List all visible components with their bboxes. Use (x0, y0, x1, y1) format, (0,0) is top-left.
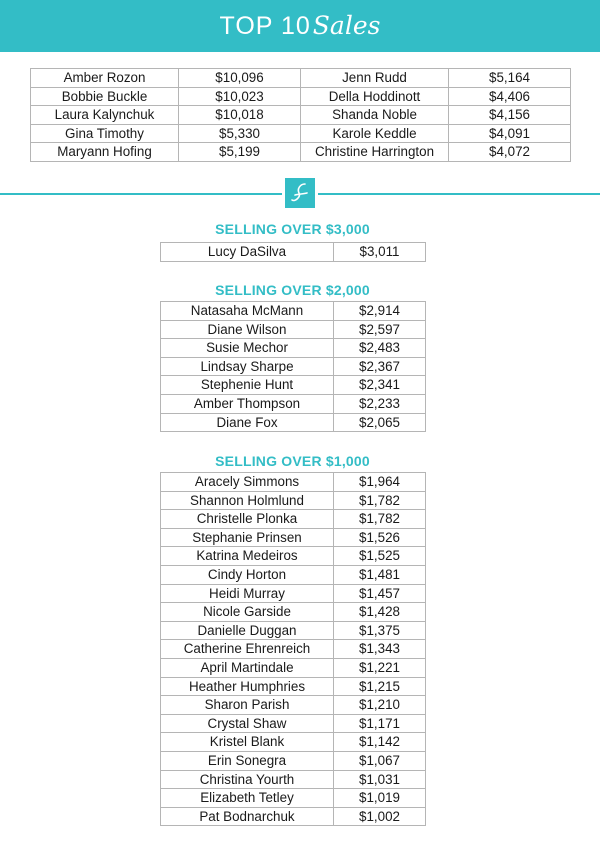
seller-name: Sharon Parish (161, 696, 334, 715)
sales-amount: $1,215 (334, 677, 426, 696)
sales-amount: $1,002 (334, 807, 426, 826)
sales-amount: $2,065 (334, 413, 426, 432)
script-letter-logo-icon (285, 178, 315, 208)
seller-name: Bobbie Buckle (31, 87, 179, 106)
seller-name: Stephanie Prinsen (161, 528, 334, 547)
sales-amount: $1,221 (334, 658, 426, 677)
seller-name: Maryann Hofing (31, 143, 179, 162)
sales-amount: $2,597 (334, 320, 426, 339)
table-row (161, 696, 426, 715)
table-row (161, 677, 426, 696)
sales-amount: $1,142 (334, 733, 426, 752)
page-title (220, 11, 381, 41)
table-row (161, 473, 426, 492)
table-row (161, 491, 426, 510)
table-row (161, 243, 426, 262)
sales-amount: $10,023 (179, 87, 301, 106)
seller-name: Heather Humphries (161, 677, 334, 696)
table-row (161, 640, 426, 659)
seller-name: Shannon Holmlund (161, 491, 334, 510)
seller-name: Diane Wilson (161, 320, 334, 339)
table-row (161, 733, 426, 752)
seller-name: Erin Sonegra (161, 751, 334, 770)
table-row (31, 124, 571, 143)
sales-amount: $4,156 (449, 106, 571, 125)
seller-name: Elizabeth Tetley (161, 789, 334, 808)
sales-amount: $10,018 (179, 106, 301, 125)
seller-name: Karole Keddle (301, 124, 449, 143)
seller-name: Jenn Rudd (301, 69, 449, 88)
table-row (161, 751, 426, 770)
section-title-2000: SELLING OVER $2,000 (215, 282, 370, 298)
seller-name: Catherine Ehrenreich (161, 640, 334, 659)
seller-name: Lucy DaSilva (161, 243, 334, 262)
seller-name: Christelle Plonka (161, 510, 334, 529)
title-script: Sales (312, 11, 381, 40)
seller-name: Natasaha McMann (161, 302, 334, 321)
logo-glyph-icon (289, 181, 311, 205)
seller-name: Susie Mechor (161, 339, 334, 358)
table-row (161, 413, 426, 432)
table-row (161, 789, 426, 808)
seller-name: Heidi Murray (161, 584, 334, 603)
sales-amount: $1,457 (334, 584, 426, 603)
sales-amount: $2,341 (334, 376, 426, 395)
table-row (161, 376, 426, 395)
sales-amount: $1,171 (334, 714, 426, 733)
section-title-1000: SELLING OVER $1,000 (215, 453, 370, 469)
sales-amount: $1,375 (334, 621, 426, 640)
table-row (31, 143, 571, 162)
sales-amount: $4,091 (449, 124, 571, 143)
sales-amount: $1,481 (334, 565, 426, 584)
seller-name: Nicole Garside (161, 603, 334, 622)
table-row (161, 584, 426, 603)
seller-name: Gina Timothy (31, 124, 179, 143)
table-row (161, 714, 426, 733)
seller-name: Diane Fox (161, 413, 334, 432)
seller-name: Lindsay Sharpe (161, 357, 334, 376)
title-main: TOP 10 (219, 12, 311, 40)
table-row (161, 621, 426, 640)
seller-name: Christine Harrington (301, 143, 449, 162)
table-row (31, 106, 571, 125)
sales-amount: $5,330 (179, 124, 301, 143)
sales-amount: $1,031 (334, 770, 426, 789)
sales-amount: $4,072 (449, 143, 571, 162)
sales-amount: $1,067 (334, 751, 426, 770)
sales-amount: $1,526 (334, 528, 426, 547)
table-row (161, 394, 426, 413)
section-table-3000 (160, 242, 426, 262)
sales-amount: $2,367 (334, 357, 426, 376)
seller-name: Laura Kalynchuk (31, 106, 179, 125)
top10-table (30, 68, 571, 162)
seller-name: Danielle Duggan (161, 621, 334, 640)
sales-amount: $5,199 (179, 143, 301, 162)
seller-name: Della Hoddinott (301, 87, 449, 106)
table-row (161, 770, 426, 789)
sales-amount: $1,210 (334, 696, 426, 715)
seller-name: Christina Yourth (161, 770, 334, 789)
sales-amount: $1,525 (334, 547, 426, 566)
sales-amount: $1,782 (334, 491, 426, 510)
seller-name: Kristel Blank (161, 733, 334, 752)
section-table-2000 (160, 301, 426, 432)
table-row (161, 528, 426, 547)
sales-amount: $10,096 (179, 69, 301, 88)
table-row (161, 357, 426, 376)
section-table-1000 (160, 472, 426, 826)
sales-amount: $5,164 (449, 69, 571, 88)
seller-name: Pat Bodnarchuk (161, 807, 334, 826)
sales-amount: $2,483 (334, 339, 426, 358)
table-row (161, 658, 426, 677)
seller-name: Crystal Shaw (161, 714, 334, 733)
seller-name: Katrina Medeiros (161, 547, 334, 566)
seller-name: Amber Rozon (31, 69, 179, 88)
seller-name: Shanda Noble (301, 106, 449, 125)
sales-amount: $2,233 (334, 394, 426, 413)
table-row (161, 339, 426, 358)
sales-amount: $2,914 (334, 302, 426, 321)
seller-name: Cindy Horton (161, 565, 334, 584)
table-row (31, 87, 571, 106)
table-row (161, 320, 426, 339)
table-row (161, 565, 426, 584)
table-row (31, 69, 571, 88)
sales-amount: $3,011 (334, 243, 426, 262)
table-row (161, 547, 426, 566)
header-banner (0, 0, 600, 52)
table-row (161, 807, 426, 826)
seller-name: Stephenie Hunt (161, 376, 334, 395)
sales-amount: $1,343 (334, 640, 426, 659)
sales-amount: $1,428 (334, 603, 426, 622)
divider-left (0, 193, 282, 195)
table-row (161, 302, 426, 321)
table-row (161, 510, 426, 529)
table-row (161, 603, 426, 622)
divider-right (318, 193, 600, 195)
seller-name: Aracely Simmons (161, 473, 334, 492)
seller-name: Amber Thompson (161, 394, 334, 413)
seller-name: April Martindale (161, 658, 334, 677)
sales-amount: $1,782 (334, 510, 426, 529)
section-title-3000: SELLING OVER $3,000 (215, 221, 370, 237)
sales-amount: $1,019 (334, 789, 426, 808)
sales-amount: $4,406 (449, 87, 571, 106)
sales-amount: $1,964 (334, 473, 426, 492)
